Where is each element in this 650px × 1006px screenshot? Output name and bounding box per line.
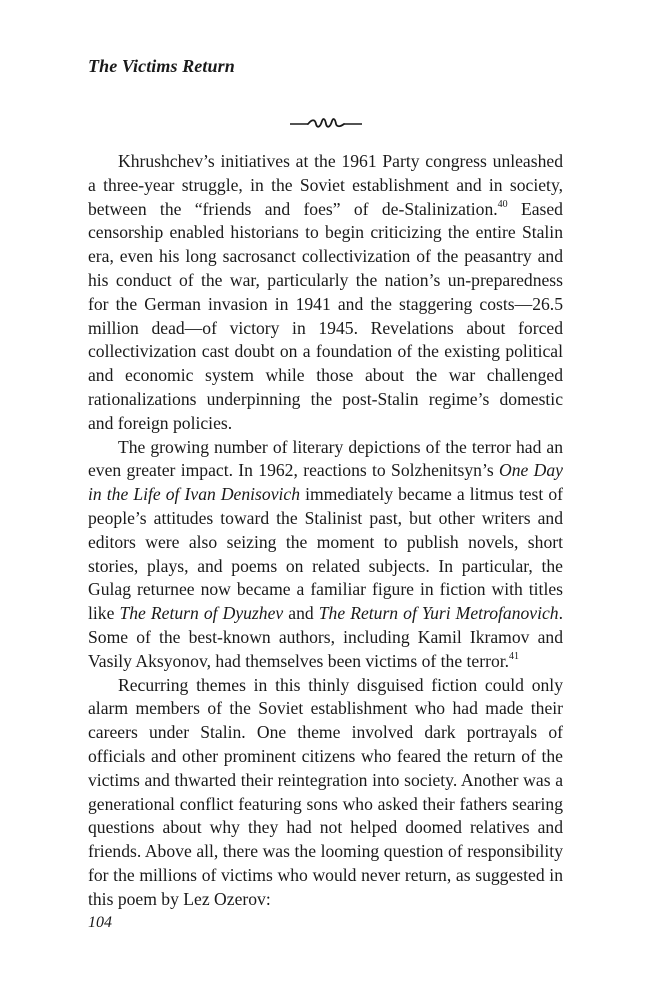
footnote-reference: 40 [497, 198, 508, 210]
footnote-reference: 41 [509, 650, 520, 662]
book-title: The Return of Yuri Metrofanovich [318, 603, 559, 624]
swash-rule-ornament-icon [288, 113, 364, 133]
book-title: One Day in the Life of Ivan Denisovich [88, 460, 563, 505]
paragraph [88, 436, 563, 674]
paragraph [88, 674, 563, 912]
running-head-title: The Victims Return [88, 56, 235, 76]
text-run: The growing number of literary depictions of the terror had an even greater impact. In 1962, reactions to Solzhenitsyn’s [88, 436, 563, 481]
text-run: and [283, 603, 319, 624]
body-text [88, 150, 563, 912]
text-run: immediately became a litmus test of people’s attitudes toward the Stalinist past, but other writers and editors were also seizing the moment to publish novels, short stories, plays, and poems on related subjects. In particular, the Gulag returnee now became a familiar figure in fiction with titles like [88, 484, 563, 624]
text-run: Recurring themes in this thinly disguised fiction could only alarm members of the Soviet establishment who had made their careers under Stalin. One theme involved dark portrayals of officials and other prominent citizens who feared the return of the victims and thwarted their reintegration into society. Another was a generational conflict featuring sons who asked their fathers searing questions about why they had not helped doomed relatives and friends. Above all, there was the looming question of responsibility for the millions of victims who would never return, as suggested in this poem by Lez Ozerov: [88, 674, 563, 909]
book-title: The Return of Dyuzhev [119, 603, 284, 624]
page-number: 104 [88, 914, 112, 931]
paragraph [88, 150, 563, 436]
text-run: Eased censorship enabled historians to begin criticizing the entire Stalin era, even his long sacrosanct collectivization of the peasantry and his conduct of the war, particularly the nation’s un-preparedness for the German invasion in 1941 and the staggering costs—26.5 million dead—of victory in 1945. Revelations about forced collectivization cast doubt on a foundation of the existing political and economic system while those about the war challenged rationalizations underpinning the post-Stalin regime’s domestic and foreign policies. [88, 198, 563, 433]
text-run: . Some of the best-known authors, including Kamil Ikramov and Vasily Aksyonov, had themselves been victims of the terror. [88, 603, 564, 671]
text-run: Khrushchev’s initiatives at the 1961 Party congress unleashed a three-year struggle, in the Soviet establishment and in society, between the “friends and foes” of de-Stalinization. [88, 151, 563, 219]
